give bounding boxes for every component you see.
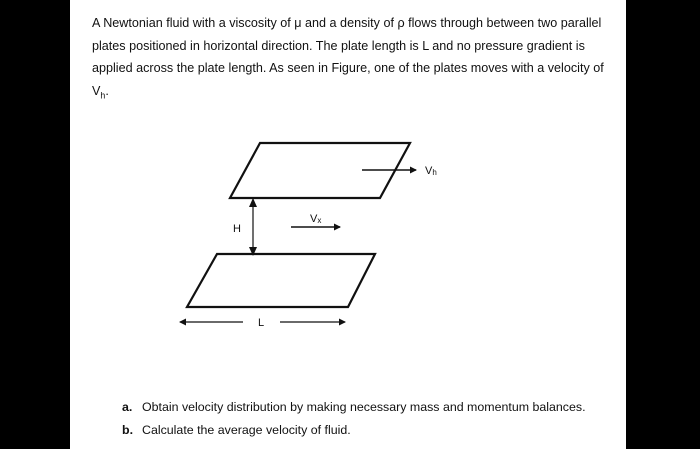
problem-subscript: h (100, 90, 106, 101)
h-label: H (233, 223, 241, 235)
question-b (122, 419, 622, 442)
question-text: Obtain velocity distribution by making necessary mass and momentum balances. (142, 400, 586, 414)
problem-text: A Newtonian fluid with a viscosity of μ and a density of ρ flows through between two parallel plates positioned in horizontal direction. The plate length is L and no pressure gradient is applied across the plate length. As seen in Figure, one of the plates moves with a velocity of V (92, 16, 604, 98)
vx-label: Vx (310, 213, 322, 225)
question-a (122, 396, 622, 419)
parallel-plates-figure (70, 0, 626, 449)
problem-text-end: . (105, 83, 109, 98)
question-text: Calculate the average velocity of fluid. (142, 423, 351, 437)
document-page (70, 0, 626, 449)
l-label: L (258, 317, 265, 329)
bottom-plate (187, 254, 375, 307)
vh-label: Vh (425, 165, 437, 177)
question-marker: b. (122, 423, 134, 437)
question-marker: a. (122, 400, 133, 414)
questions-list (122, 396, 622, 442)
